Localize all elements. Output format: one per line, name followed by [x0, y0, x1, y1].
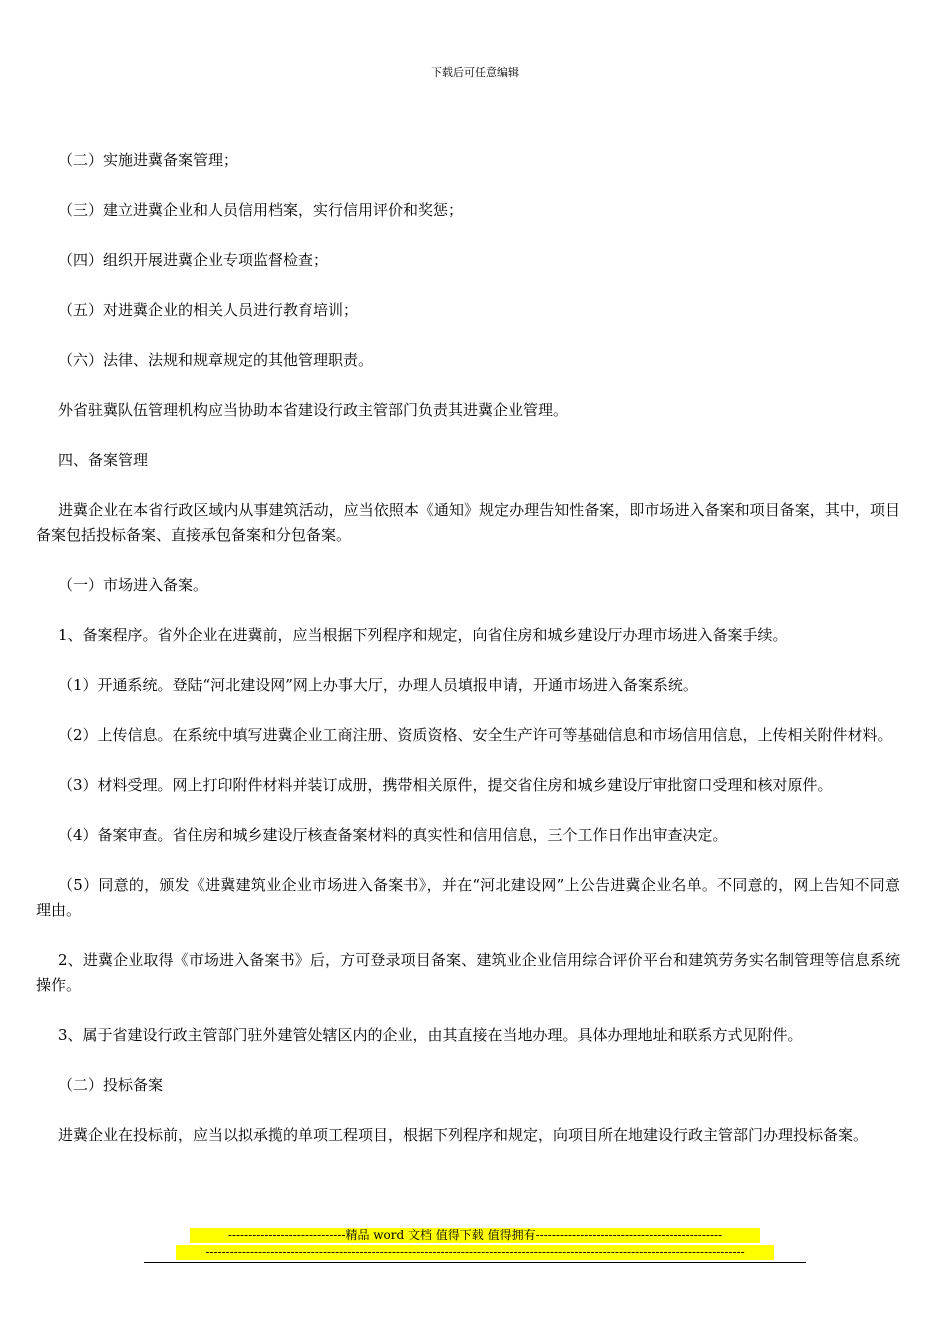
paragraph: （六）法律、法规和规章规定的其他管理职责。: [58, 351, 374, 369]
footer-dashes: -------------------------------------------------------------------------------------------------------------------------------------: [176, 1245, 774, 1260]
paragraph: （3）材料受理。网上打印附件材料并装订成册，携带相关原件，提交省住房和城乡建设厅审批窗口受理和核对原件。: [58, 776, 833, 794]
footer-banner: -----------------------------精品 word 文档 值得下载 值得拥有----------------------------------------------: [190, 1228, 760, 1243]
subsection-heading: （一）市场进入备案。: [58, 576, 209, 594]
paragraph: 2、进冀企业取得《市场进入备案书》后，方可登录项目备案、建筑业企业信用综合评价平台和建筑劳务实名制管理等信息系统操作。: [36, 951, 900, 994]
paragraph: 进冀企业在本省行政区域内从事建筑活动，应当依照本《通知》规定办理告知性备案，即市场进入备案和项目备案，其中，项目备案包括投标备案、直接承包备案和分包备案。: [36, 501, 900, 544]
paragraph: （五）对进冀企业的相关人员进行教育培训；: [58, 301, 359, 319]
paragraph: （4）备案审查。省住房和城乡建设厅核查备案材料的真实性和信用信息，三个工作日作出审查决定。: [58, 826, 728, 844]
paragraph: 外省驻冀队伍管理机构应当协助本省建设行政主管部门负责其进冀企业管理。: [58, 401, 569, 419]
paragraph: （1）开通系统。登陆“河北建设网”网上办事大厅，办理人员填报申请，开通市场进入备案系统。: [58, 676, 698, 694]
document-body: [36, 148, 900, 1173]
footer-rule: [144, 1262, 806, 1263]
paragraph: （5）同意的，颁发《进冀建筑业企业市场进入备案书》，并在“河北建设网”上公告进冀企业名单。不同意的，网上告知不同意理由。: [36, 876, 900, 919]
subsection-heading: （二）投标备案: [58, 1076, 164, 1094]
paragraph: 1、备案程序。省外企业在进冀前，应当根据下列程序和规定，向省住房和城乡建设厅办理市场进入备案手续。: [58, 626, 788, 644]
paragraph: （三）建立进冀企业和人员信用档案，实行信用评价和奖惩；: [58, 201, 464, 219]
paragraph: （二）实施进冀备案管理；: [58, 151, 239, 169]
paragraph: （2）上传信息。在系统中填写进冀企业工商注册、资质资格、安全生产许可等基础信息和市场信用信息，上传相关附件材料。: [58, 726, 893, 744]
page-header: 下载后可任意编辑: [431, 66, 519, 79]
page-footer: [0, 1228, 950, 1260]
paragraph: 进冀企业在投标前，应当以拟承揽的单项工程项目，根据下列程序和规定，向项目所在地建设行政主管部门办理投标备案。: [58, 1126, 869, 1144]
section-heading: 四、备案管理: [58, 451, 149, 469]
paragraph: 3、属于省建设行政主管部门驻外建管处辖区内的企业，由其直接在当地办理。具体办理地址和联系方式见附件。: [58, 1026, 803, 1044]
paragraph: （四）组织开展进冀企业专项监督检查；: [58, 251, 329, 269]
